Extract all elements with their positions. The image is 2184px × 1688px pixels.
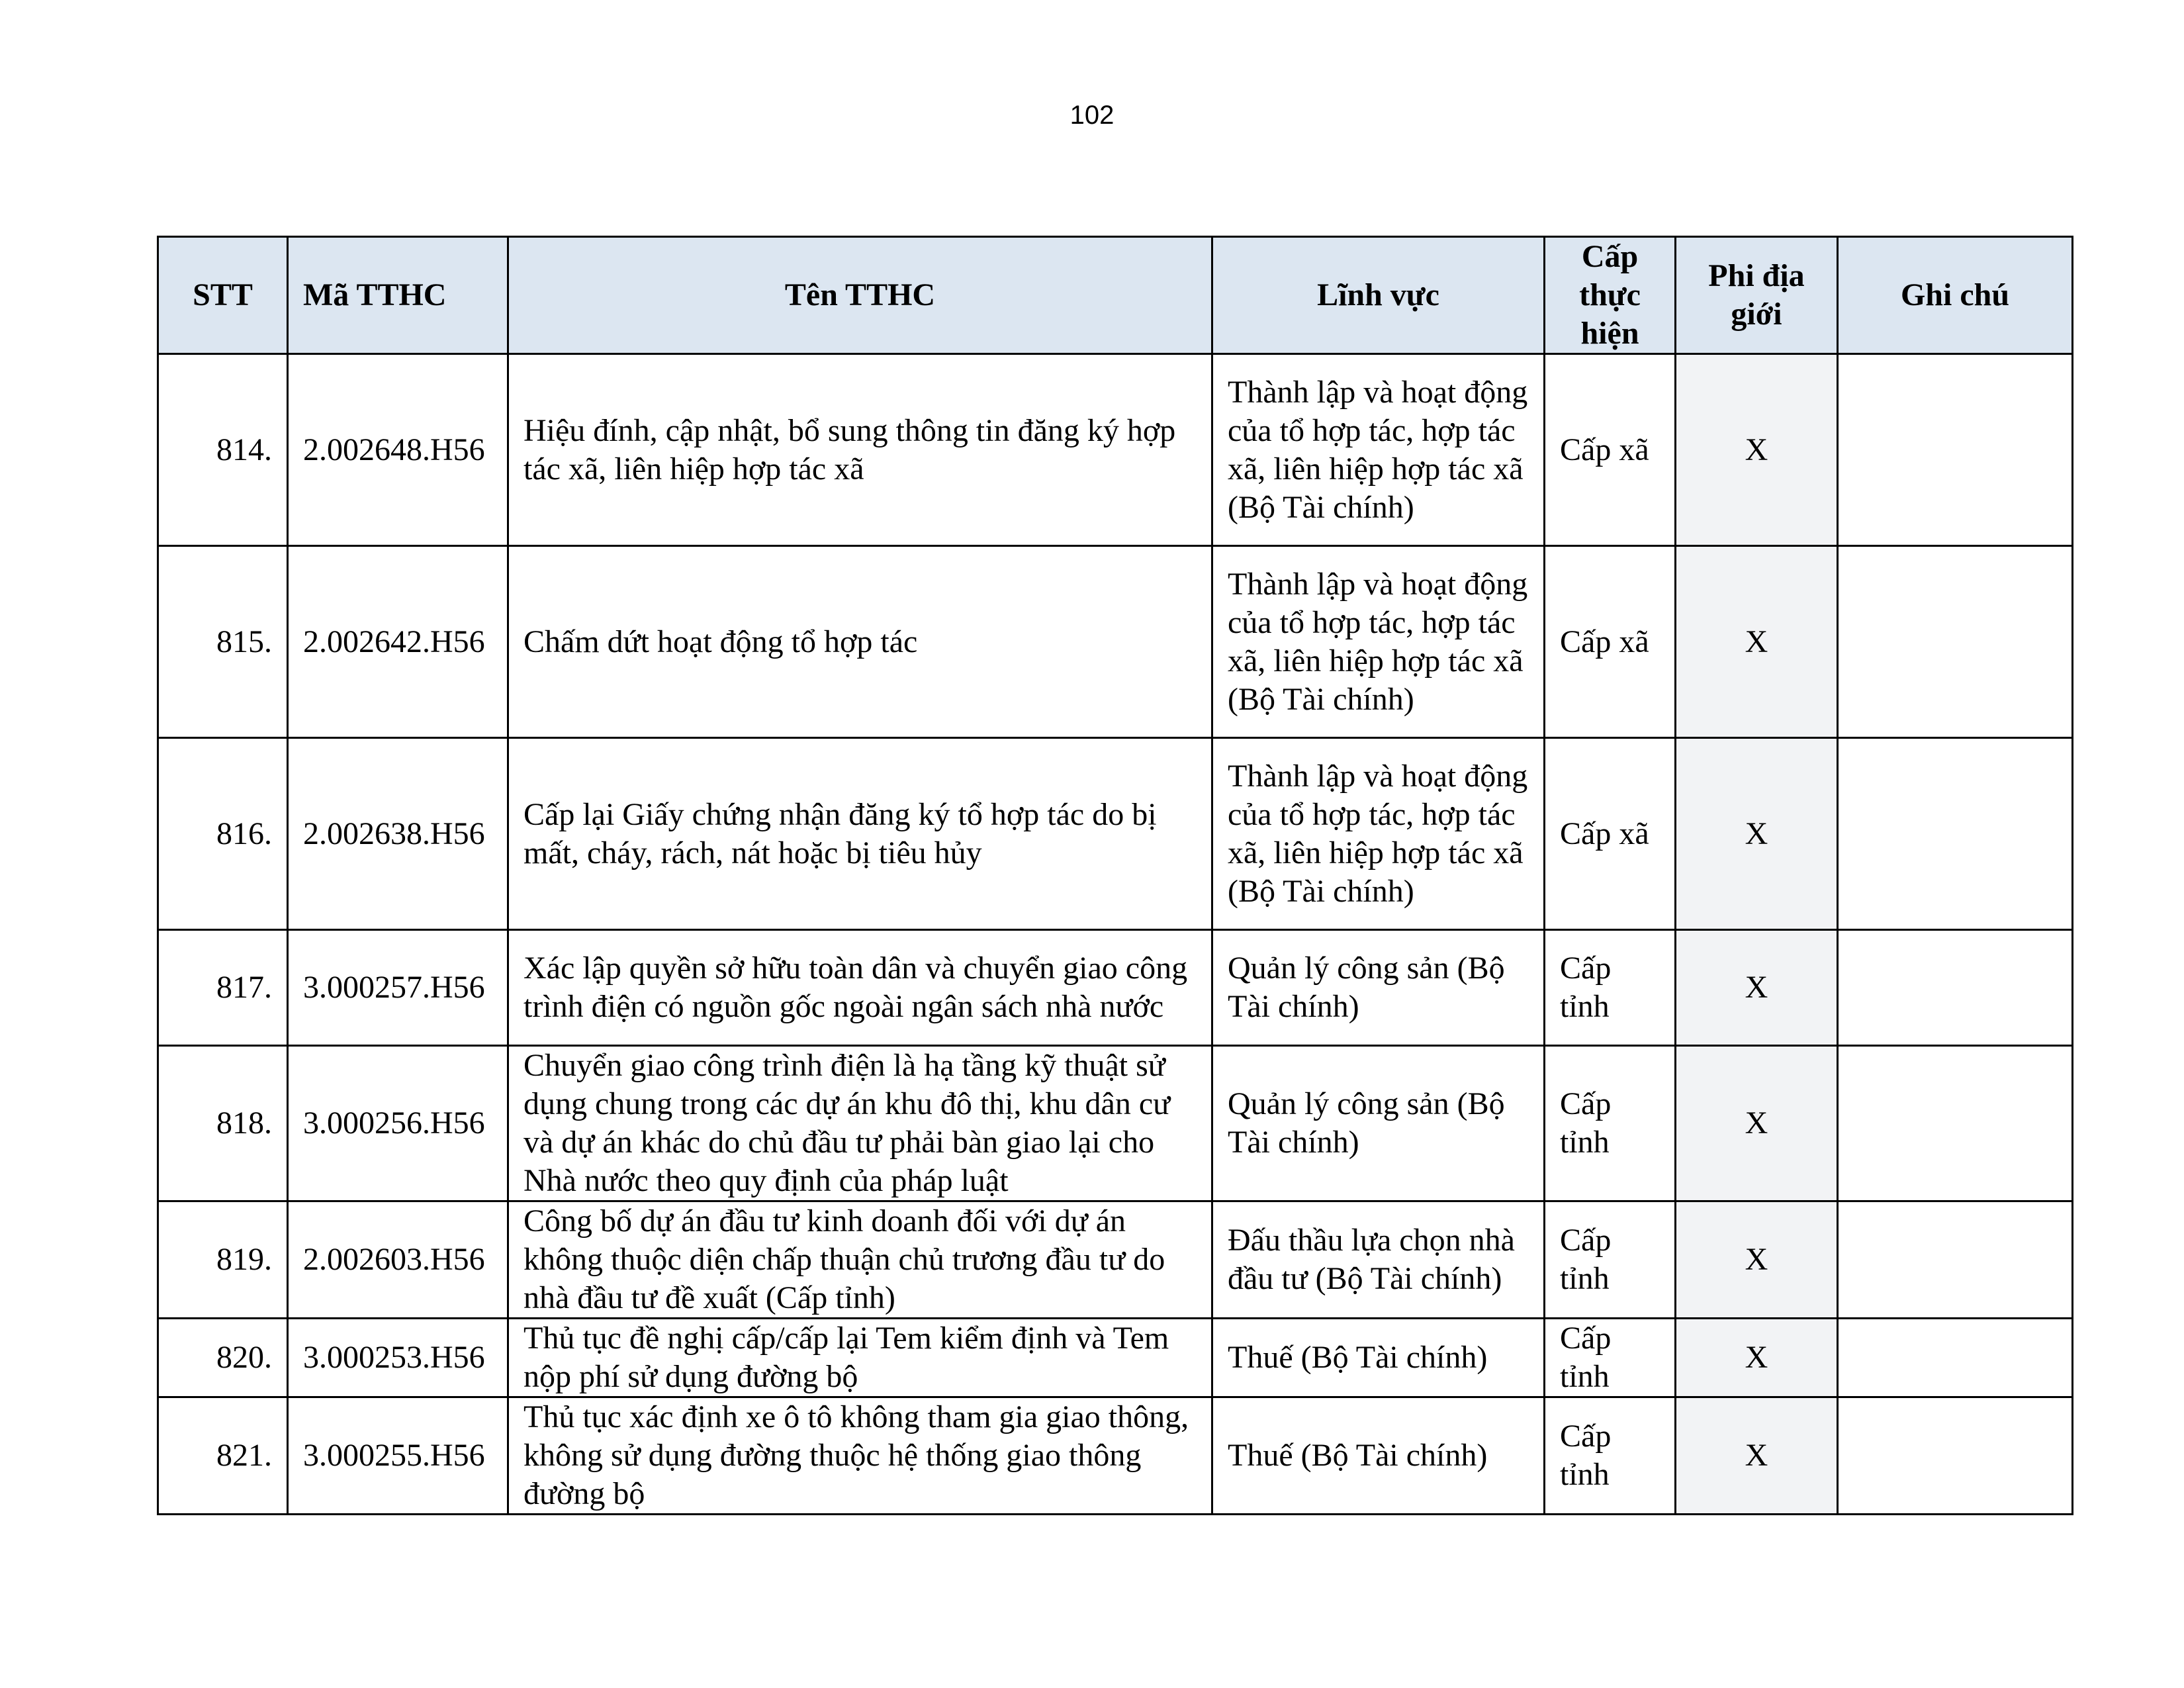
cell-stt: 818. [158, 1046, 288, 1201]
cell-cap-thuc-hien: Cấp tỉnh [1545, 1319, 1676, 1397]
cell-cap-thuc-hien: Cấp tỉnh [1545, 1201, 1676, 1319]
cell-ghi-chu [1838, 738, 2073, 930]
cell-stt: 816. [158, 738, 288, 930]
table-row [158, 1397, 2073, 1515]
cell-ma-tthc: 3.000253.H56 [288, 1319, 508, 1397]
header-ma-tthc: Mã TTHC [288, 237, 508, 354]
cell-ten-tthc: Chuyển giao công trình điện là hạ tầng kỹ thuật sử dụng chung trong các dự án khu đô thị, khu dân cư và dự án khác do chủ đầu tư phải bàn giao lại cho Nhà nước theo quy định của pháp luật [508, 1046, 1212, 1201]
cell-ma-tthc: 3.000256.H56 [288, 1046, 508, 1201]
cell-stt: 815. [158, 546, 288, 738]
cell-ten-tthc: Hiệu đính, cập nhật, bổ sung thông tin đăng ký hợp tác xã, liên hiệp hợp tác xã [508, 354, 1212, 546]
cell-linh-vuc: Quản lý công sản (Bộ Tài chính) [1212, 930, 1545, 1046]
table-row [158, 546, 2073, 738]
cell-cap-thuc-hien: Cấp tỉnh [1545, 1046, 1676, 1201]
cell-cap-thuc-hien: Cấp tỉnh [1545, 1397, 1676, 1515]
cell-ghi-chu [1838, 930, 2073, 1046]
cell-phi-dia-gioi: X [1676, 1201, 1838, 1319]
cell-stt: 821. [158, 1397, 288, 1515]
header-linh-vuc: Lĩnh vực [1212, 237, 1545, 354]
header-cap-thuc-hien: Cấp thực hiện [1545, 237, 1676, 354]
cell-ma-tthc: 3.000257.H56 [288, 930, 508, 1046]
table-row [158, 1046, 2073, 1201]
tthc-table [157, 236, 2073, 1515]
cell-linh-vuc: Quản lý công sản (Bộ Tài chính) [1212, 1046, 1545, 1201]
cell-cap-thuc-hien: Cấp xã [1545, 546, 1676, 738]
cell-linh-vuc: Thành lập và hoạt động của tổ hợp tác, hợp tác xã, liên hiệp hợp tác xã (Bộ Tài chính) [1212, 738, 1545, 930]
cell-ma-tthc: 2.002642.H56 [288, 546, 508, 738]
header-ghi-chu: Ghi chú [1838, 237, 2073, 354]
table-row [158, 738, 2073, 930]
cell-ghi-chu [1838, 1201, 2073, 1319]
cell-ten-tthc: Công bố dự án đầu tư kinh doanh đối với dự án không thuộc diện chấp thuận chủ trương đầu tư do nhà đầu tư đề xuất (Cấp tỉnh) [508, 1201, 1212, 1319]
cell-ma-tthc: 3.000255.H56 [288, 1397, 508, 1515]
cell-ten-tthc: Thủ tục đề nghị cấp/cấp lại Tem kiểm định và Tem nộp phí sử dụng đường bộ [508, 1319, 1212, 1397]
cell-stt: 814. [158, 354, 288, 546]
cell-ghi-chu [1838, 546, 2073, 738]
cell-ma-tthc: 2.002638.H56 [288, 738, 508, 930]
cell-phi-dia-gioi: X [1676, 1397, 1838, 1515]
cell-phi-dia-gioi: X [1676, 546, 1838, 738]
cell-linh-vuc: Đấu thầu lựa chọn nhà đầu tư (Bộ Tài chính) [1212, 1201, 1545, 1319]
cell-stt: 817. [158, 930, 288, 1046]
cell-ten-tthc: Chấm dứt hoạt động tổ hợp tác [508, 546, 1212, 738]
cell-ma-tthc: 2.002603.H56 [288, 1201, 508, 1319]
cell-phi-dia-gioi: X [1676, 1046, 1838, 1201]
table-row [158, 1319, 2073, 1397]
cell-cap-thuc-hien: Cấp xã [1545, 738, 1676, 930]
cell-ten-tthc: Cấp lại Giấy chứng nhận đăng ký tổ hợp tác do bị mất, cháy, rách, nát hoặc bị tiêu hủy [508, 738, 1212, 930]
cell-ma-tthc: 2.002648.H56 [288, 354, 508, 546]
cell-ghi-chu [1838, 354, 2073, 546]
cell-linh-vuc: Thuế (Bộ Tài chính) [1212, 1319, 1545, 1397]
cell-linh-vuc: Thành lập và hoạt động của tổ hợp tác, hợp tác xã, liên hiệp hợp tác xã (Bộ Tài chính) [1212, 354, 1545, 546]
cell-linh-vuc: Thành lập và hoạt động của tổ hợp tác, hợp tác xã, liên hiệp hợp tác xã (Bộ Tài chính) [1212, 546, 1545, 738]
cell-cap-thuc-hien: Cấp tỉnh [1545, 930, 1676, 1046]
table-row [158, 930, 2073, 1046]
cell-ten-tthc: Xác lập quyền sở hữu toàn dân và chuyển giao công trình điện có nguồn gốc ngoài ngân sách nhà nước [508, 930, 1212, 1046]
header-phi-dia-gioi: Phi địa giới [1676, 237, 1838, 354]
table-row [158, 1201, 2073, 1319]
cell-ghi-chu [1838, 1046, 2073, 1201]
cell-ghi-chu [1838, 1319, 2073, 1397]
table-row [158, 354, 2073, 546]
page-number: 102 [1069, 101, 1115, 130]
cell-cap-thuc-hien: Cấp xã [1545, 354, 1676, 546]
cell-linh-vuc: Thuế (Bộ Tài chính) [1212, 1397, 1545, 1515]
cell-phi-dia-gioi: X [1676, 738, 1838, 930]
header-ten-tthc: Tên TTHC [508, 237, 1212, 354]
cell-stt: 819. [158, 1201, 288, 1319]
cell-ghi-chu [1838, 1397, 2073, 1515]
cell-ten-tthc: Thủ tục xác định xe ô tô không tham gia giao thông, không sử dụng đường thuộc hệ thống giao thông đường bộ [508, 1397, 1212, 1515]
cell-phi-dia-gioi: X [1676, 930, 1838, 1046]
cell-phi-dia-gioi: X [1676, 1319, 1838, 1397]
cell-phi-dia-gioi: X [1676, 354, 1838, 546]
cell-stt: 820. [158, 1319, 288, 1397]
header-stt: STT [158, 237, 288, 354]
header-row [158, 237, 2073, 354]
